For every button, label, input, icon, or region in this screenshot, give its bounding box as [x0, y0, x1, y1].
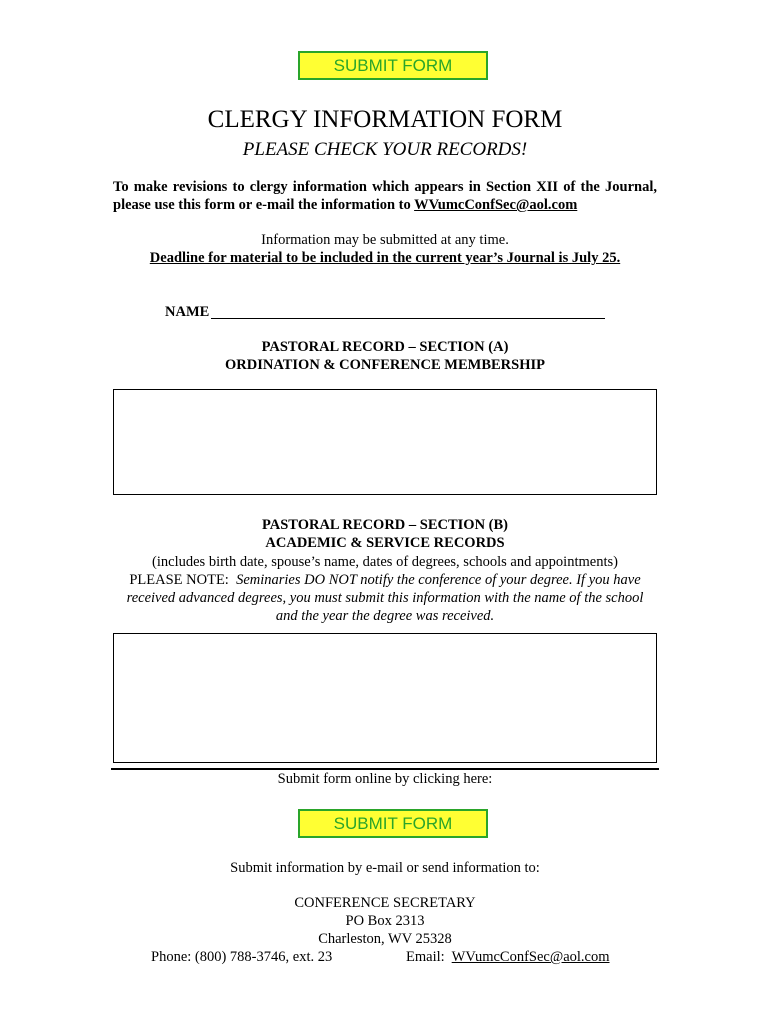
section-b-note-line-3: and the year the degree was received.: [275, 608, 495, 624]
name-input-line[interactable]: [211, 318, 605, 319]
intro-paragraph: [113, 178, 657, 214]
info-line: Information may be submitted at any time.: [261, 232, 509, 248]
section-b-includes: (includes birth date, spouse’s name, dates of degrees, schools and appointments): [152, 554, 618, 570]
email-contact: [406, 949, 610, 966]
phone-text: Phone: (800) 788-3746, ext. 23: [151, 949, 333, 965]
submit-form-button-bottom[interactable]: SUBMIT FORM: [298, 809, 488, 838]
section-a-heading-1: PASTORAL RECORD – SECTION (A): [261, 339, 509, 355]
contact-email-link[interactable]: WVumcConfSec@aol.com: [451, 949, 610, 965]
submit-form-button-top[interactable]: SUBMIT FORM: [298, 51, 488, 80]
section-a-textbox[interactable]: [113, 389, 657, 495]
section-a-heading-2: ORDINATION & CONFERENCE MEMBERSHIP: [225, 357, 545, 373]
submit-online-text: Submit form online by clicking here:: [277, 771, 493, 787]
section-b-heading-2: ACADEMIC & SERVICE RECORDS: [265, 535, 505, 551]
section-b-heading-1: PASTORAL RECORD – SECTION (B): [261, 517, 508, 533]
divider: [111, 768, 659, 770]
deadline-line: Deadline for material to be included in the current year’s Journal is July 25.: [149, 250, 621, 266]
address-line-1: CONFERENCE SECRETARY: [294, 895, 476, 911]
section-b-note-line-1: [0, 571, 770, 589]
section-b-note-label: PLEASE NOTE:: [129, 572, 229, 588]
section-b-note-text-1: Seminaries DO NOT notify the conference of your degree. If you have: [236, 572, 641, 588]
address-line-3: Charleston, WV 25328: [318, 931, 452, 947]
section-b-textbox[interactable]: [113, 633, 657, 763]
email-label: Email:: [406, 949, 445, 965]
address-line-2: PO Box 2313: [345, 913, 425, 929]
submit-email-text: Submit information by e-mail or send information to:: [230, 860, 540, 876]
section-b-note-line-2: received advanced degrees, you must submit this information with the name of the school: [126, 590, 644, 606]
name-label: NAME: [165, 304, 210, 320]
intro-text: To make revisions to clergy information which appears in Section XII of the Journal, please use this form or e-mail the information to: [113, 179, 657, 213]
page-subtitle: PLEASE CHECK YOUR RECORDS!: [242, 139, 528, 160]
page-title: CLERGY INFORMATION FORM: [207, 106, 563, 133]
intro-email-link[interactable]: WVumcConfSec@aol.com: [414, 197, 578, 213]
